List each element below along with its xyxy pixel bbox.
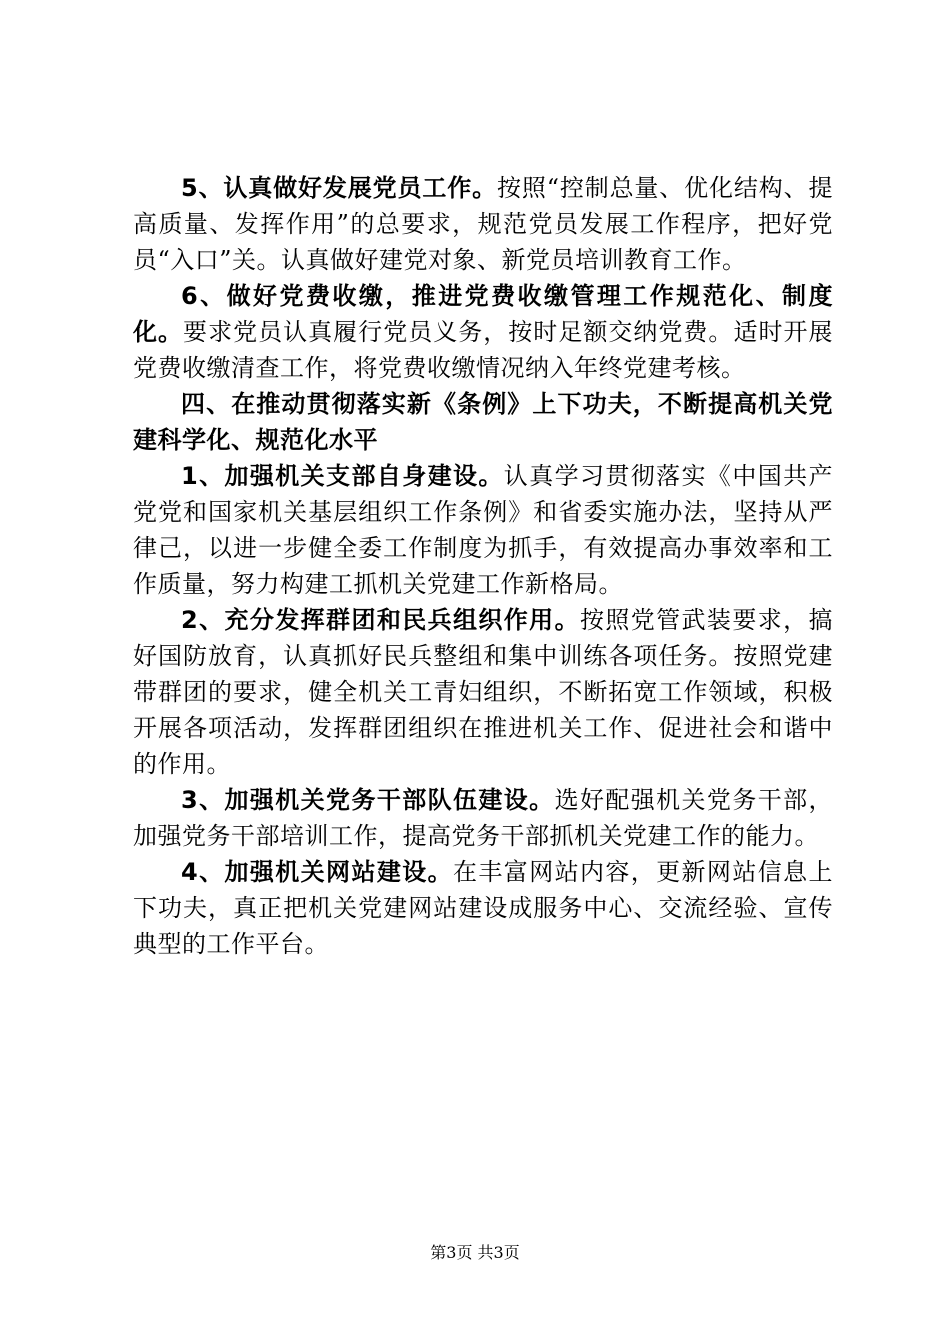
paragraph-lead: 3、加强机关党务干部队伍建设。: [181, 786, 555, 814]
paragraph-text: 认真学习贯彻落实《中国共产党党和国家机关基层组织工作条例》和省委实施办法，坚持从严律己，以进一步健全委工作制度为抓手，有效提高办事效率和工作质量，努力构建工抓机关党建工作新格局。: [133, 462, 833, 598]
paragraph-lead: 6、做好党费收缴，推进党费收缴管理工作规范化、制度化。: [133, 282, 833, 346]
paragraph-lead: 5、认真做好发展党员工作。: [181, 174, 497, 202]
page-number-footer: 第3页 共3页: [430, 1243, 520, 1262]
paragraph-branch-building: [133, 458, 833, 602]
paragraph-website: [133, 854, 833, 962]
paragraph-lead: 2、充分发挥群团和民兵组织作用。: [181, 606, 580, 634]
paragraph-cadre-team: [133, 782, 833, 854]
paragraph-text: 要求党员认真履行党员义务，按时足额交纳党费。适时开展党费收缴清查工作，将党费收缴情况纳入年终党建考核。: [133, 318, 834, 382]
section-heading: 四、在推动贯彻落实新《条例》上下功夫，不断提高机关党建科学化、规范化水平: [133, 390, 833, 454]
paragraph-text: 按照党管武装要求，搞好国防放育，认真抓好民兵整组和集中训练各项任务。按照党建带群团的要求，健全机关工青妇组织，不断拓宽工作领域，积极开展各项活动，发挥群团组织在推进机关工作、促进社会和谐中的作用。: [133, 606, 833, 778]
paragraph-lead: 4、加强机关网站建设。: [181, 858, 454, 886]
paragraph-text: 按照“控制总量、优化结构、提高质量、发挥作用”的总要求，规范党员发展工作程序，把好党员“入口”关。认真做好建党对象、新党员培训教育工作。: [133, 174, 833, 274]
paragraph-text: 在丰富网站内容，更新网站信息上下功夫，真正把机关党建网站建设成服务中心、交流经验、宣传典型的工作平台。: [133, 858, 834, 958]
document-body: [133, 170, 833, 962]
paragraph-party-dues: [133, 278, 833, 386]
paragraph-text: 选好配强机关党务干部，加强党务干部培训工作，提高党务干部抓机关党建工作的能力。: [133, 786, 833, 850]
paragraph-develop-members: [133, 170, 833, 278]
paragraph-mass-organizations: [133, 602, 833, 782]
paragraph-lead: 1、加强机关支部自身建设。: [181, 462, 504, 490]
